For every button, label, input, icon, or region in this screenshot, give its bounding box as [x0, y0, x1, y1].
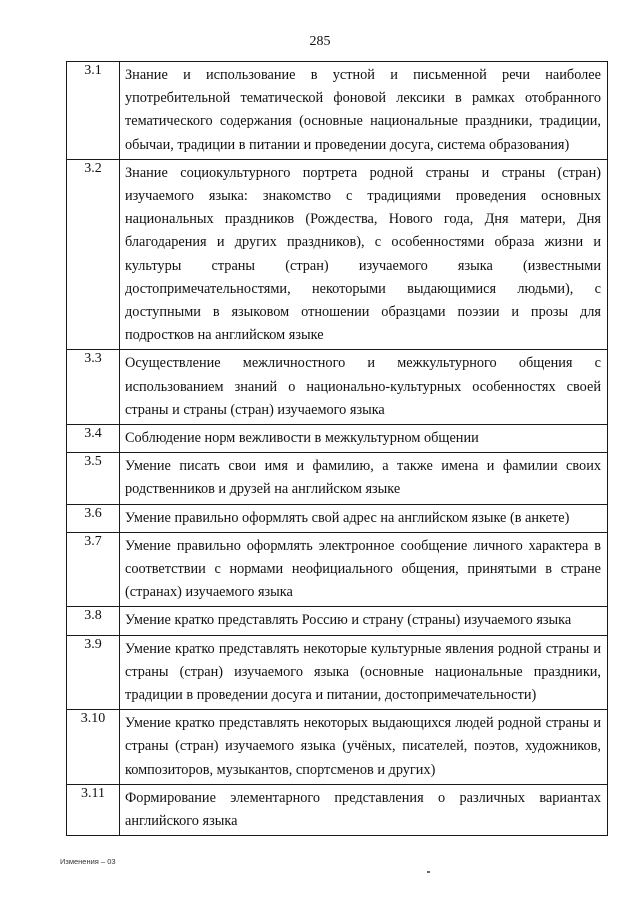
row-text: Знание и использование в устной и письменной речи наиболее употребительной тематической фоновой лексики в рамках отобранного тематического содержания (основные национальные праздники, традиции, обычаи, традиции в питании и проведении досуга, система образования): [120, 62, 608, 160]
row-number: 3.4: [67, 425, 120, 453]
row-text: Формирование элементарного представления о различных вариантах английского языка: [120, 784, 608, 835]
table-row: [67, 532, 608, 607]
scan-speck: [427, 871, 430, 873]
page-number: 285: [309, 34, 331, 49]
row-number: 3.3: [67, 350, 120, 425]
table-row: [67, 784, 608, 835]
table-row: [67, 635, 608, 710]
table-row: [67, 710, 608, 785]
footer-revision-note: Изменения – 03: [60, 857, 116, 866]
row-text: Умение правильно оформлять электронное сообщение личного характера в соответствии с нормами неофициального общения, принятыми в стране (странах) изучаемого языка: [120, 532, 608, 607]
row-number: 3.6: [67, 504, 120, 532]
table-row: [67, 425, 608, 453]
table-row: [67, 607, 608, 635]
row-text: Умение кратко представлять некоторые культурные явления родной страны и страны (стран) изучаемого языка (основные национальные праздники, традиции в проведении досуга и питании, достопримечательности): [120, 635, 608, 710]
row-text: Умение кратко представлять Россию и страну (страны) изучаемого языка: [120, 607, 608, 635]
row-text: Знание социокультурного портрета родной страны и страны (стран) изучаемого языка: знакомство с традициями проведения основных национальных праздников (Рождества, Нового года, Дня матери, Дня благодарения и других праздников), с особенностями образа жизни и культуры страны (стран) изучаемого языка (известными достопримечательностями, некоторыми выдающимися людьми), с доступными в языковом отношении образцами поэзии и прозы для подростков на английском языке: [120, 159, 608, 350]
table-row: [67, 453, 608, 504]
table-row: [67, 504, 608, 532]
row-text: Умение правильно оформлять свой адрес на английском языке (в анкете): [120, 504, 608, 532]
row-number: 3.8: [67, 607, 120, 635]
table-row: [67, 159, 608, 350]
table-row: [67, 350, 608, 425]
row-number: 3.9: [67, 635, 120, 710]
row-number: 3.1: [67, 62, 120, 160]
row-text: Умение кратко представлять некоторых выдающихся людей родной страны и страны (стран) изучаемого языка (учёных, писателей, поэтов, художников, композиторов, музыкантов, спортсменов и других): [120, 710, 608, 785]
table-row: [67, 62, 608, 160]
row-number: 3.2: [67, 159, 120, 350]
row-number: 3.10: [67, 710, 120, 785]
row-number: 3.5: [67, 453, 120, 504]
row-text: Умение писать свои имя и фамилию, а также имена и фамилии своих родственников и друзей на английском языке: [120, 453, 608, 504]
row-number: 3.11: [67, 784, 120, 835]
requirements-table: [66, 61, 608, 836]
row-text: Осуществление межличностного и межкультурного общения с использованием знаний о национально-культурных особенностях своей страны и страны (стран) изучаемого языка: [120, 350, 608, 425]
row-text: Соблюдение норм вежливости в межкультурном общении: [120, 425, 608, 453]
row-number: 3.7: [67, 532, 120, 607]
